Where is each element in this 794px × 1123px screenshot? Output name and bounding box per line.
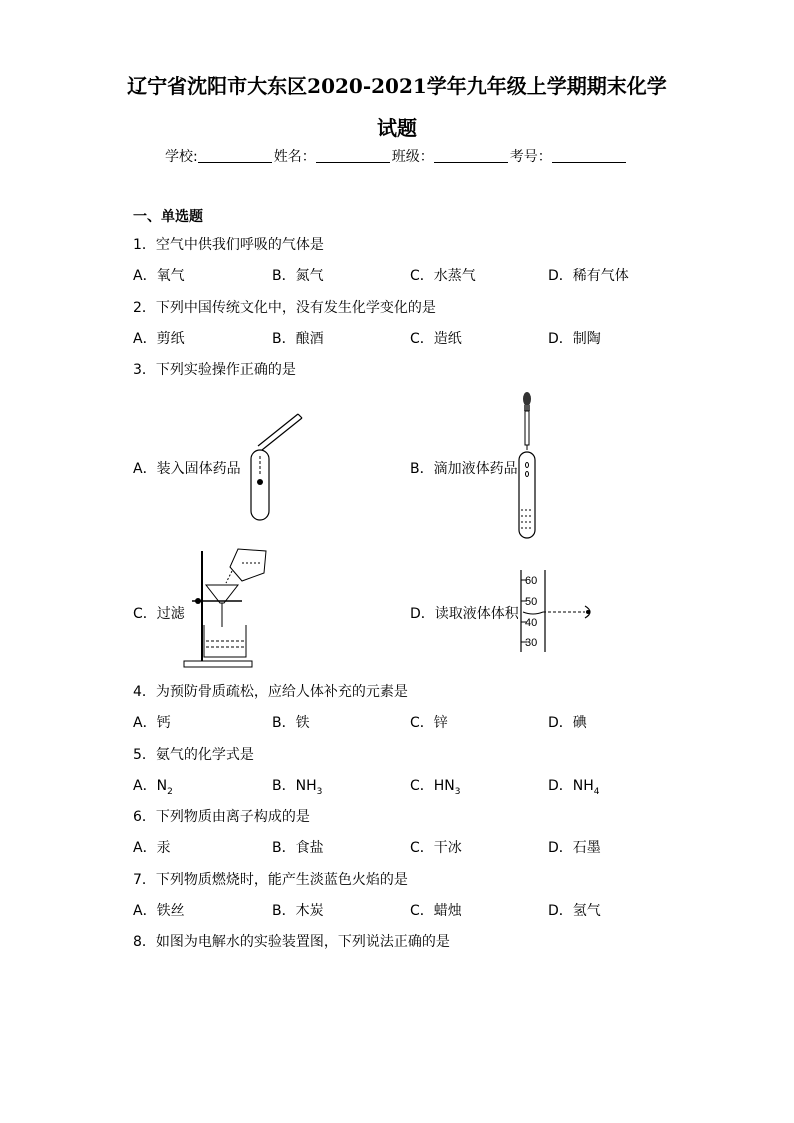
q4-option-c: C．锌 [410, 715, 448, 731]
question-4-stem: 4．为预防骨质疏松，应给人体补充的元素是 [133, 684, 408, 700]
q2-option-d: D．制陶 [548, 331, 601, 347]
q6-option-a: A．汞 [133, 840, 171, 856]
q2-option-c: C．造纸 [410, 331, 462, 347]
tick-40: 40 [525, 617, 538, 629]
q2-option-a: A．剪纸 [133, 331, 185, 347]
question-8-stem: 8．如图为电解水的实验装置图，下列说法正确的是 [133, 934, 450, 950]
q1-option-b: B．氮气 [272, 268, 324, 284]
name-blank[interactable] [316, 148, 390, 163]
q2-option-b: B．酿酒 [272, 331, 324, 347]
name-label: 姓名： [273, 149, 316, 165]
q3-option-d: D．读取液体体积 [410, 606, 519, 622]
title-line-1: 辽宁省沈阳市大东区2020-2021学年九年级上学期期末化学 [127, 74, 667, 98]
q3-option-c: C．过滤 [133, 606, 185, 622]
tick-50: 50 [525, 596, 538, 608]
q7-option-b: B．木炭 [272, 903, 324, 919]
measuring-cylinder-figure [515, 566, 610, 656]
title-line-2: 试题 [377, 116, 417, 140]
question-3-stem: 3．下列实验操作正确的是 [133, 362, 296, 378]
q1-option-c: C．水蒸气 [410, 268, 476, 284]
q5-option-b: B．$NH_3$ [272, 778, 323, 797]
section-heading: 一、单选题 [133, 209, 203, 225]
class-label: 班级： [391, 149, 434, 165]
q4-option-b: B．铁 [272, 715, 310, 731]
q4-option-d: D．碘 [548, 715, 587, 731]
student-info [165, 146, 628, 166]
school-blank[interactable] [198, 148, 272, 163]
question-1-stem: 1．空气中供我们呼吸的气体是 [133, 237, 324, 253]
question-5-stem: 5．氨气的化学式是 [133, 747, 254, 763]
tick-30: 30 [525, 637, 538, 649]
class-blank[interactable] [434, 148, 508, 163]
exam-no-blank[interactable] [552, 148, 626, 163]
q1-option-d: D．稀有气体 [548, 268, 629, 284]
question-6-stem: 6．下列物质由离子构成的是 [133, 809, 310, 825]
q6-option-c: C．干冰 [410, 840, 462, 856]
solid-loading-figure [240, 410, 310, 525]
q5-option-a: A．$N_2$ [133, 778, 173, 797]
q4-option-a: A．钙 [133, 715, 171, 731]
q6-option-b: B．食盐 [272, 840, 324, 856]
dropper-figure [515, 390, 545, 540]
q7-option-c: C．蜡烛 [410, 903, 462, 919]
q1-option-a: A．氧气 [133, 268, 185, 284]
q3-option-b: B．滴加液体药品 [410, 461, 518, 477]
tick-60: 60 [525, 575, 538, 587]
q7-option-a: A．铁丝 [133, 903, 185, 919]
exam-no-label: 考号： [509, 149, 552, 165]
q5-option-c: C．$HN_3$ [410, 778, 461, 797]
school-label: 学校: [165, 149, 198, 165]
q5-option-d: D．$NH_4$ [548, 778, 600, 797]
question-7-stem: 7．下列物质燃烧时，能产生淡蓝色火焰的是 [133, 872, 408, 888]
q6-option-d: D．石墨 [548, 840, 601, 856]
q7-option-d: D．氢气 [548, 903, 601, 919]
q3-option-a: A．装入固体药品 [133, 461, 241, 477]
filtration-figure [180, 545, 280, 670]
question-2-stem: 2．下列中国传统文化中，没有发生化学变化的是 [133, 300, 436, 316]
